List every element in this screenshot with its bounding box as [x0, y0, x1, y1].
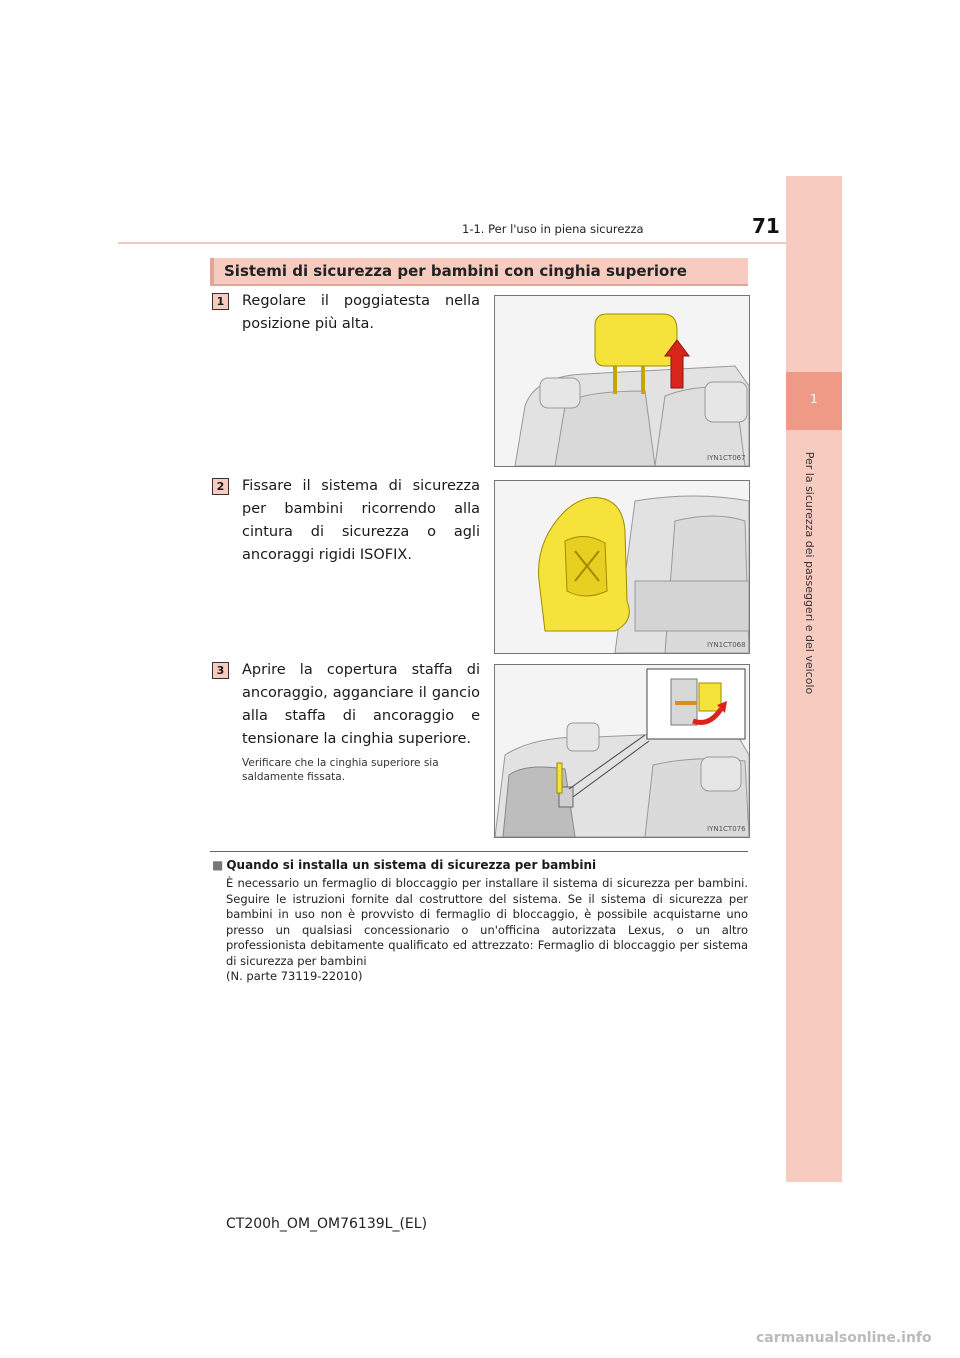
section-title: Sistemi di sicurezza per bambini con cinghia superiore — [224, 262, 687, 280]
figure-code-2: IYN1CT068 — [707, 641, 746, 649]
step-text-1: Regolare il poggiatesta nella posizione più alta. — [242, 293, 480, 332]
figure-headrest — [494, 295, 750, 467]
note-body: È necessario un fermaglio di bloccaggio per installare il sistema di sicurezza per bambini. Seguire le istruzioni fornite dal costruttore del sistema. Se il sistema di sicurezza per bambini in uso non è provvisto di fermaglio di bloccaggio, è possibile acquistarne uno presso un qualsiasi concessionario o un'officina autorizzata Lexus, o un altro professionista debitamente qualificato ed attrezzato: Fermaglio di bloccaggio per sistema di sicurezza per bambini — [226, 876, 748, 968]
figure-child-seat — [494, 480, 750, 654]
anchor-bracket-illustration — [495, 665, 749, 837]
step-note-3: Verificare che la cinghia superiore sia saldamente fissata. — [242, 757, 439, 783]
step-badge-1: 1 — [212, 293, 229, 310]
side-tab-number: 1 — [810, 392, 818, 406]
page-number: 71 — [752, 214, 780, 238]
section-header: 1-1. Per l'uso in piena sicurezza — [462, 222, 644, 236]
square-bullet-icon: ■ — [212, 858, 224, 872]
step-text-3: Aprire la copertura staffa di ancoraggio, agganciare il gancio alla staffa di ancoraggio e tensionare la cinghia superiore. — [242, 662, 480, 747]
headrest-illustration — [495, 296, 749, 466]
note-title: Quando si installa un sistema di sicurezza per bambini — [226, 858, 597, 872]
note-part-number: (N. parte 73119-22010) — [226, 969, 363, 983]
note-body-container — [226, 876, 748, 985]
figure-anchor-bracket — [494, 664, 750, 838]
step-badge-2: 2 — [212, 478, 229, 495]
document-code: CT200h_OM_OM76139L_(EL) — [226, 1216, 428, 1232]
figure-code-3: IYN1CT076 — [707, 825, 746, 833]
child-seat-illustration — [495, 481, 749, 653]
step-text-2: Fissare il sistema di sicurezza per bambini ricorrendo alla cintura di sicurezza o agli ancoraggi rigidi ISOFIX. — [242, 478, 480, 563]
figure-code-1: IYN1CT067 — [707, 454, 746, 462]
step-badge-3: 3 — [212, 662, 229, 679]
side-tab-label: Per la sicurezza dei passeggeri e del veicolo — [803, 451, 817, 695]
header-divider — [118, 242, 786, 244]
watermark: carmanualsonline.info — [756, 1330, 932, 1346]
note-title-row — [212, 858, 596, 872]
title-bar-accent — [210, 258, 214, 286]
section-divider — [210, 851, 748, 852]
